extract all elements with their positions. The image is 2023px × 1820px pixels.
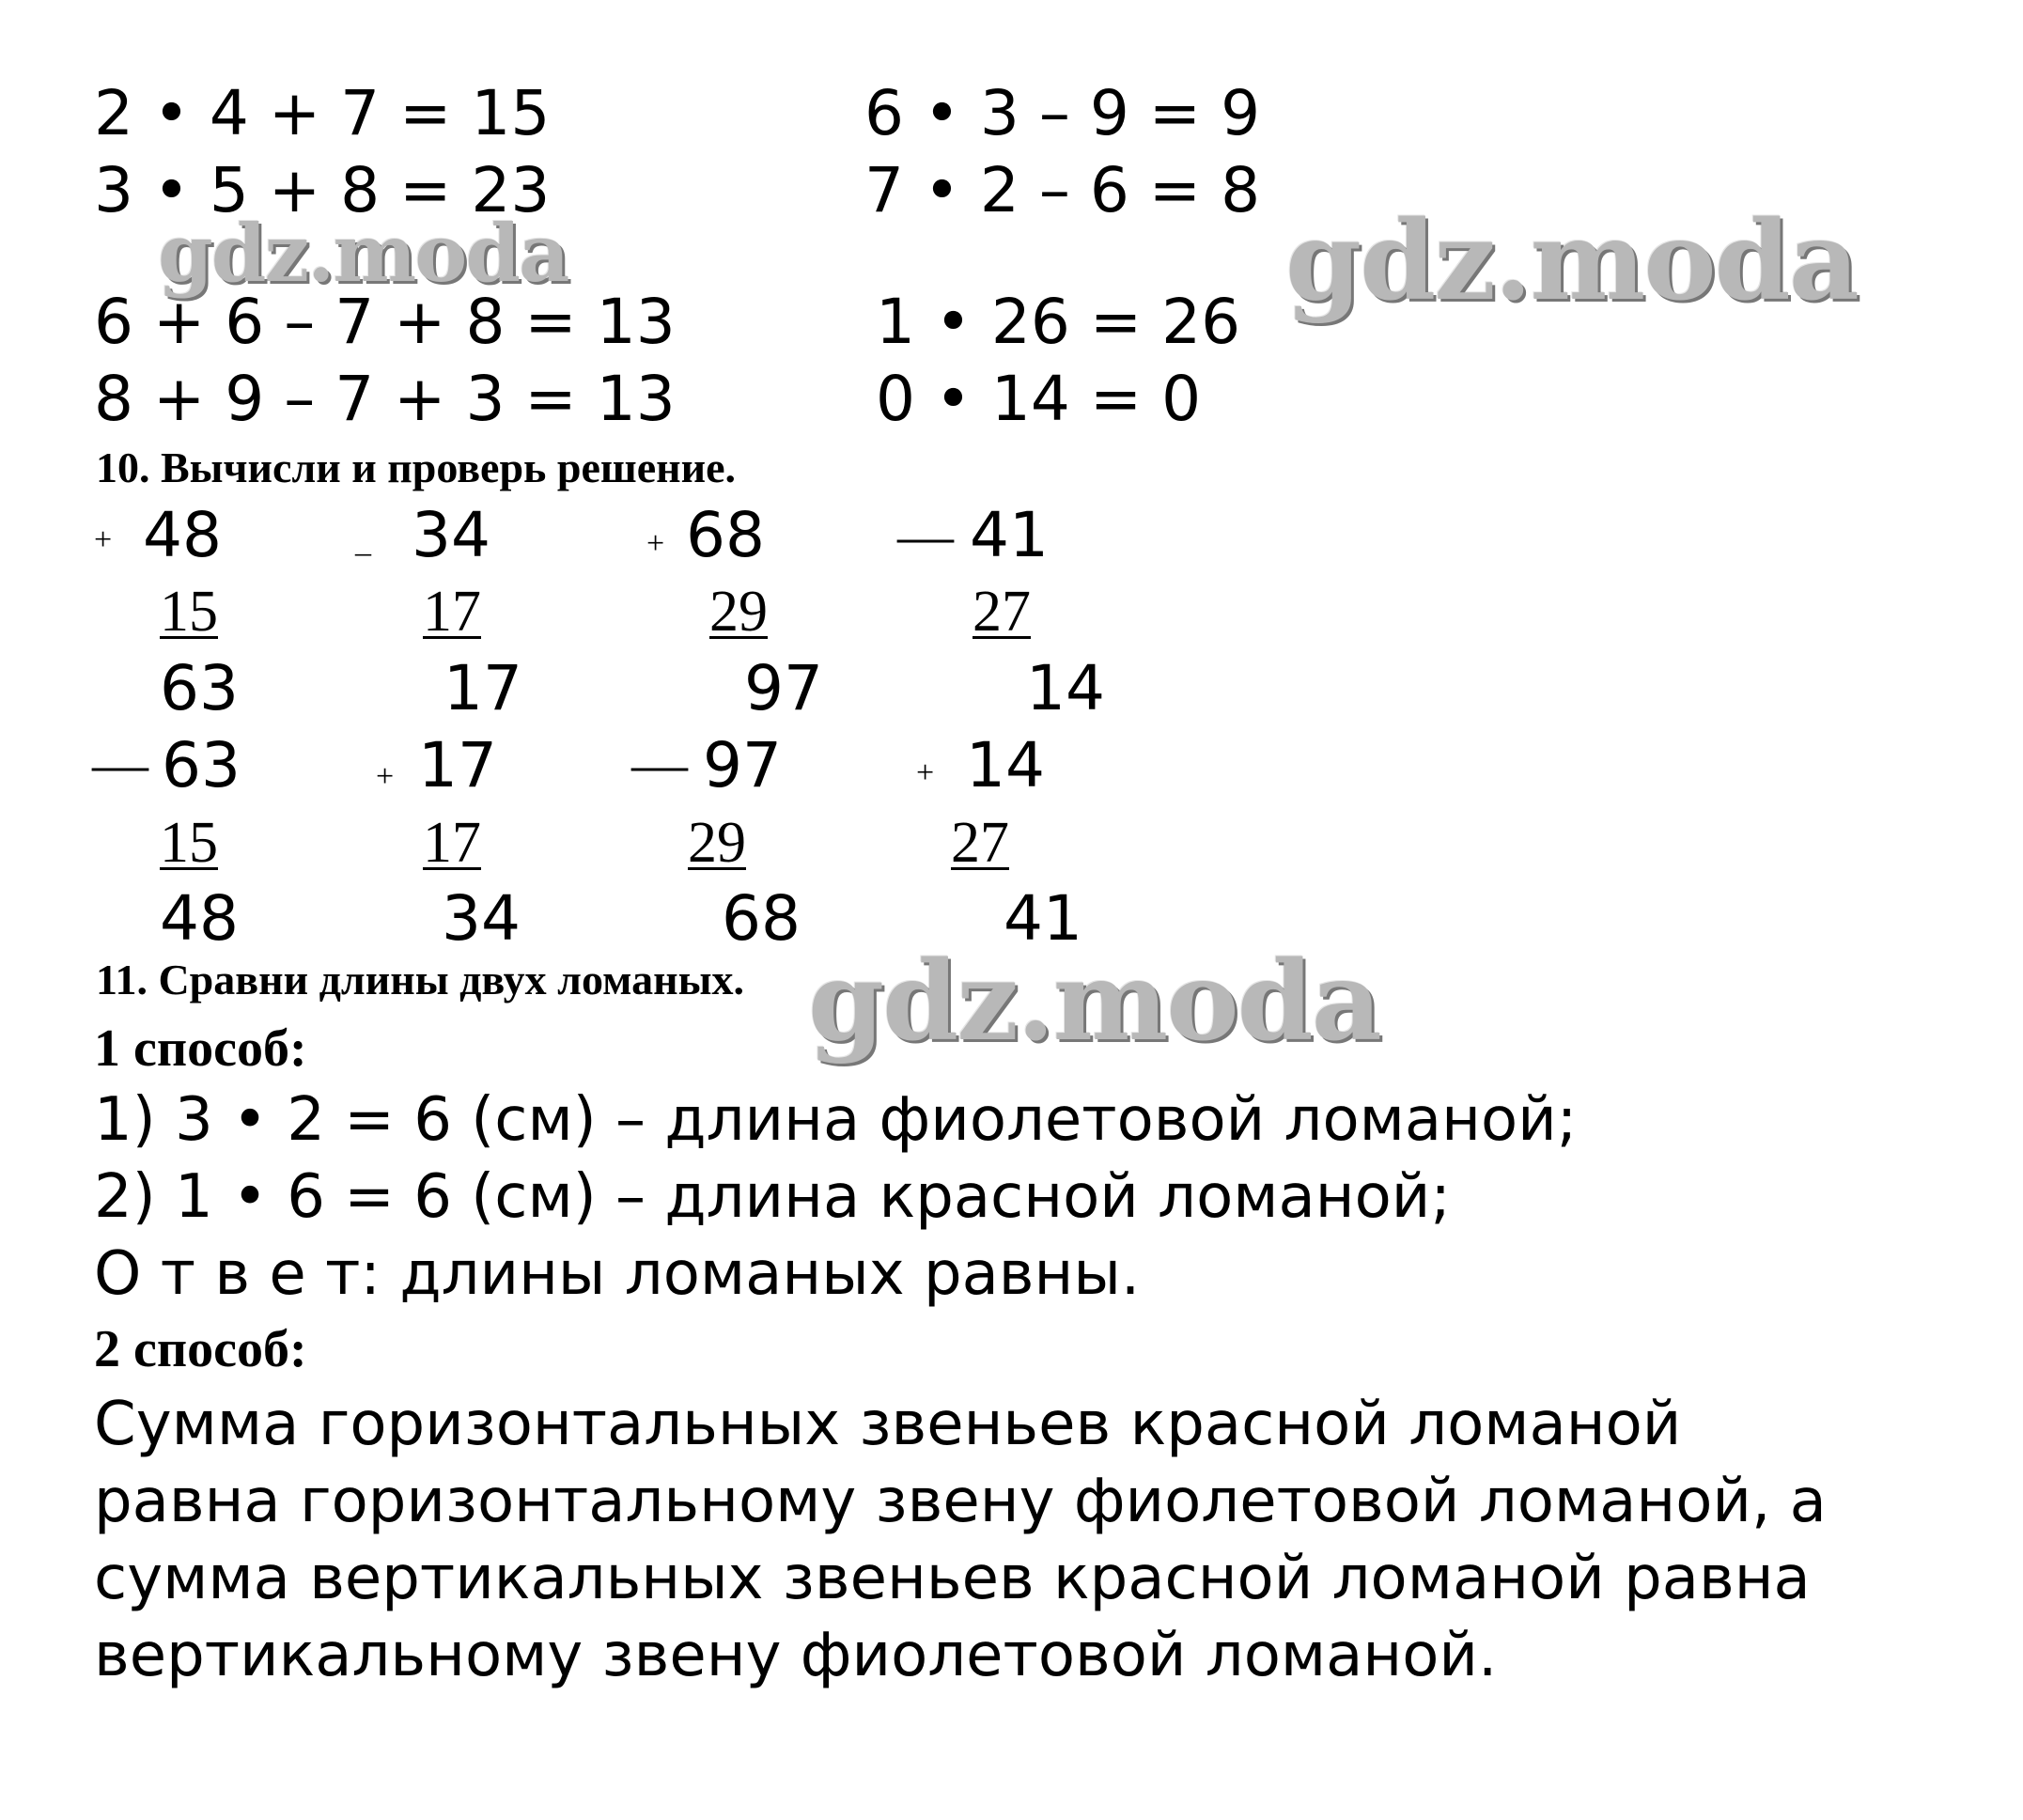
column-sign: _ <box>355 524 371 559</box>
method1-label: 1 способ: <box>94 1019 307 1078</box>
column-bottom: 15 <box>160 580 218 644</box>
watermark-3: gdz.moda <box>808 938 1380 1066</box>
column-result: 41 <box>1004 882 1082 955</box>
column-bottom: 27 <box>973 580 1031 644</box>
equation-left-1: 2 • 4 + 7 = 15 <box>94 77 551 149</box>
equation-right-1: 6 • 3 – 9 = 9 <box>864 77 1261 149</box>
column-top: 14 <box>966 729 1045 801</box>
watermark-2: gdz.moda <box>1285 197 1858 325</box>
column-top: 41 <box>970 499 1049 571</box>
equation-left-3: 6 + 6 – 7 + 8 = 13 <box>94 286 676 358</box>
column-bottom: 17 <box>423 811 481 875</box>
column-sign: + <box>94 522 113 557</box>
column-top: 68 <box>686 499 765 571</box>
watermark-1: gdz.moda <box>158 207 568 300</box>
column-top: 97 <box>703 729 782 801</box>
column-sign: — <box>631 733 688 795</box>
method1-line-2: 2) 1 • 6 = 6 (см) – длина красной ломаной; <box>94 1162 1451 1232</box>
column-top: 48 <box>143 499 222 571</box>
equation-right-4: 0 • 14 = 0 <box>876 363 1202 435</box>
column-top: 17 <box>418 729 497 801</box>
method2-line-1: Сумма горизонтальных звеньев красной ломаной <box>94 1390 1682 1459</box>
column-sign: + <box>646 526 665 561</box>
column-result: 97 <box>744 652 823 724</box>
column-sign: — <box>92 733 148 795</box>
column-bottom: 15 <box>160 811 218 875</box>
equation-left-2: 3 • 5 + 8 = 23 <box>94 154 551 226</box>
equation-right-2: 7 • 2 – 6 = 8 <box>864 154 1261 226</box>
column-result: 34 <box>442 882 521 955</box>
column-sign: + <box>376 759 395 794</box>
column-sign: — <box>897 505 954 567</box>
method2-line-4: вертикальному звену фиолетовой ломаной. <box>94 1621 1498 1690</box>
column-sign: + <box>916 755 935 790</box>
column-bottom: 29 <box>709 580 768 644</box>
task10-heading: 10. Вычисли и проверь решение. <box>96 443 737 491</box>
column-result: 48 <box>160 882 239 955</box>
answer-line: О т в е т: длины ломаных равны. <box>94 1239 1141 1309</box>
column-result: 14 <box>1026 652 1105 724</box>
column-bottom: 17 <box>423 580 481 644</box>
column-top: 63 <box>162 729 241 801</box>
equation-right-3: 1 • 26 = 26 <box>876 286 1241 358</box>
column-bottom: 27 <box>951 811 1009 875</box>
column-result: 17 <box>444 652 522 724</box>
method1-line-1: 1) 3 • 2 = 6 (см) – длина фиолетовой ломаной; <box>94 1085 1578 1155</box>
equation-left-4: 8 + 9 – 7 + 3 = 13 <box>94 363 676 435</box>
method2-label: 2 способ: <box>94 1320 307 1378</box>
column-result: 63 <box>160 652 239 724</box>
column-result: 68 <box>722 882 801 955</box>
task11-heading: 11. Сравни длины двух ломаных. <box>96 956 745 1003</box>
method2-line-2: равна горизонтальному звену фиолетовой ломаной, а <box>94 1467 1827 1536</box>
method2-line-3: сумма вертикальных звеньев красной ломаной равна <box>94 1544 1811 1613</box>
column-bottom: 29 <box>688 811 746 875</box>
column-top: 34 <box>412 499 490 571</box>
